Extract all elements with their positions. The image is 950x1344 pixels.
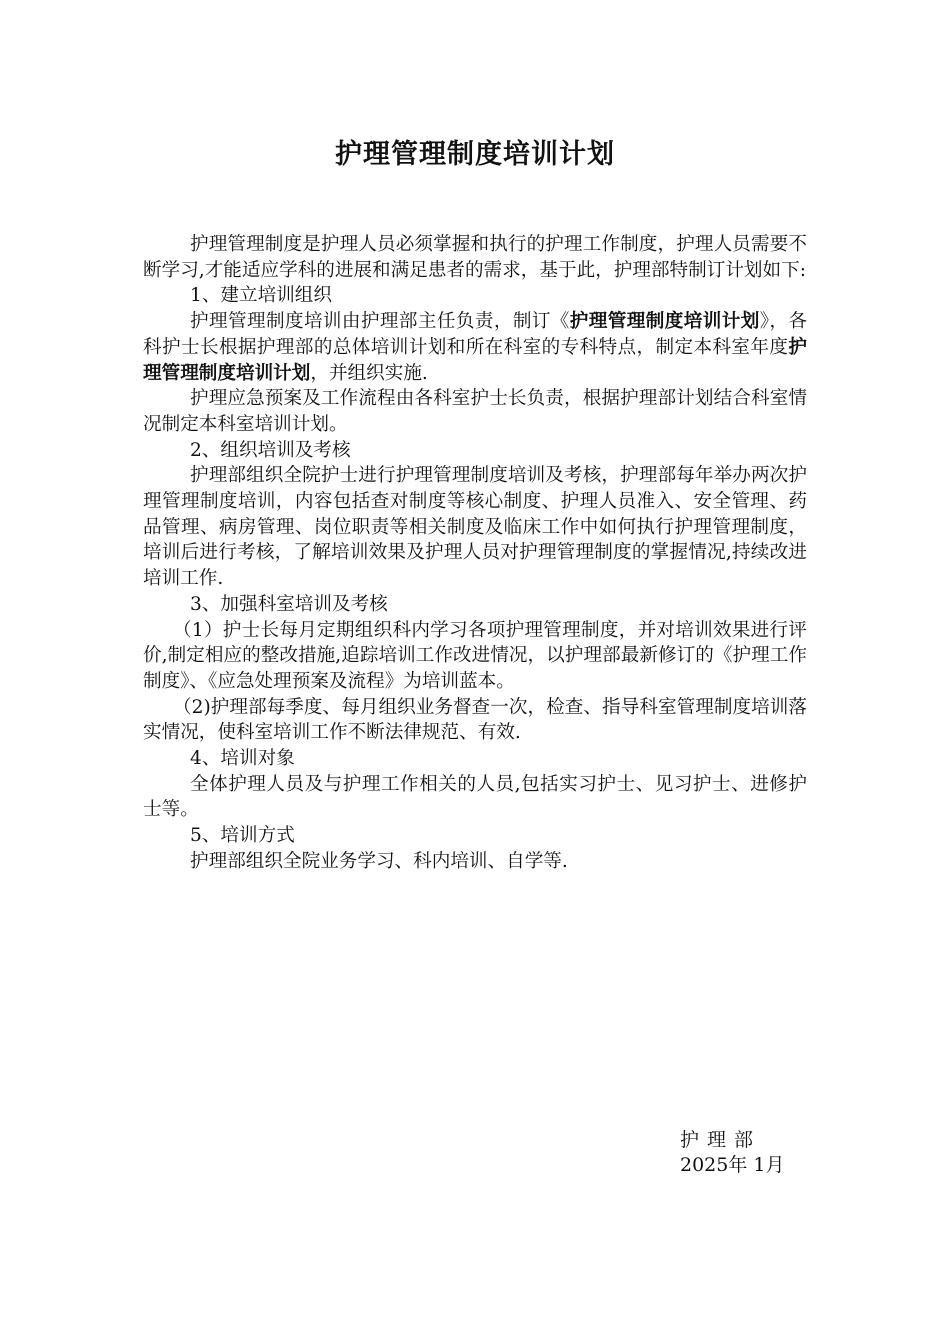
signature-department: 护理部 — [680, 1129, 762, 1151]
signature-block — [680, 1128, 880, 1178]
intro-paragraph: 护理管理制度是护理人员必须掌握和执行的护理工作制度，护理人员需要不断学习,才能适应学科的进展和满足患者的需求，基于此，护理部特制订计划如下: — [143, 234, 807, 281]
section-1-text-e: ，并组织实施. — [310, 362, 428, 384]
plan-name-bold-2: 护理管理制度培训计划 — [143, 336, 807, 384]
section-3-heading: 3、加强科室培训及考核 — [190, 593, 388, 615]
section-4-heading: 4、培训对象 — [190, 748, 295, 770]
section-1-text-c: 》，各科护士长根据护理部的总体培训计划和所在科室的专科特点，制定本科室年度 — [143, 311, 807, 358]
page-title: 护理管理制度培训计划 — [335, 139, 615, 170]
document-body — [143, 232, 807, 875]
signature-date: 2025年 1月 — [680, 1154, 785, 1176]
plan-name-bold: 护理管理制度培训计划 — [569, 311, 760, 333]
section-1-heading: 1、建立培训组织 — [190, 285, 332, 307]
section-2-heading: 2、组织培训及考核 — [190, 439, 351, 461]
section-4-paragraph-1: 全体护理人员及与护理工作相关的人员,包括实习护士、见习护士、进修护士等。 — [143, 773, 807, 821]
section-1-paragraph-1 — [143, 309, 807, 386]
section-3-item-1: （1）护士长每月定期组织科内学习各项护理管理制度，并对培训效果进行评价,制定相应的整改措施,追踪培训工作改进情况，以护理部最新修订的《护理工作制度》、《应急处理预案及流程》为培训蓝本。 — [143, 619, 807, 692]
section-5-heading: 5、培训方式 — [190, 825, 295, 847]
section-3-item-2: （2)护理部每季度、每月组织业务督查一次，检查、指导科室管理制度培训落实情况，使科室培训工作不断法律规范、有效. — [143, 696, 807, 744]
section-2-paragraph-1: 护理部组织全院护士进行护理管理制度培训及考核，护理部每年举办两次护理管理制度培训，内容包括查对制度等核心制度、护理人员准入、安全管理、药品管理、病房管理、岗位职责等相关制度及临床工作中如何执行护理管理制度，培训后进行考核，了解培训效果及护理人员对护理管理制度的掌握情况,持续改进培训工作. — [143, 465, 807, 590]
section-5-paragraph-1: 护理部组织全院业务学习、科内培训、自学等. — [190, 850, 568, 872]
section-1-text-a: 护理管理制度培训由护理部主任负责，制订《 — [190, 311, 570, 333]
section-1-paragraph-2: 护理应急预案及工作流程由各科室护士长负责，根据护理部计划结合科室情况制定本科室培训计划。 — [143, 388, 807, 435]
